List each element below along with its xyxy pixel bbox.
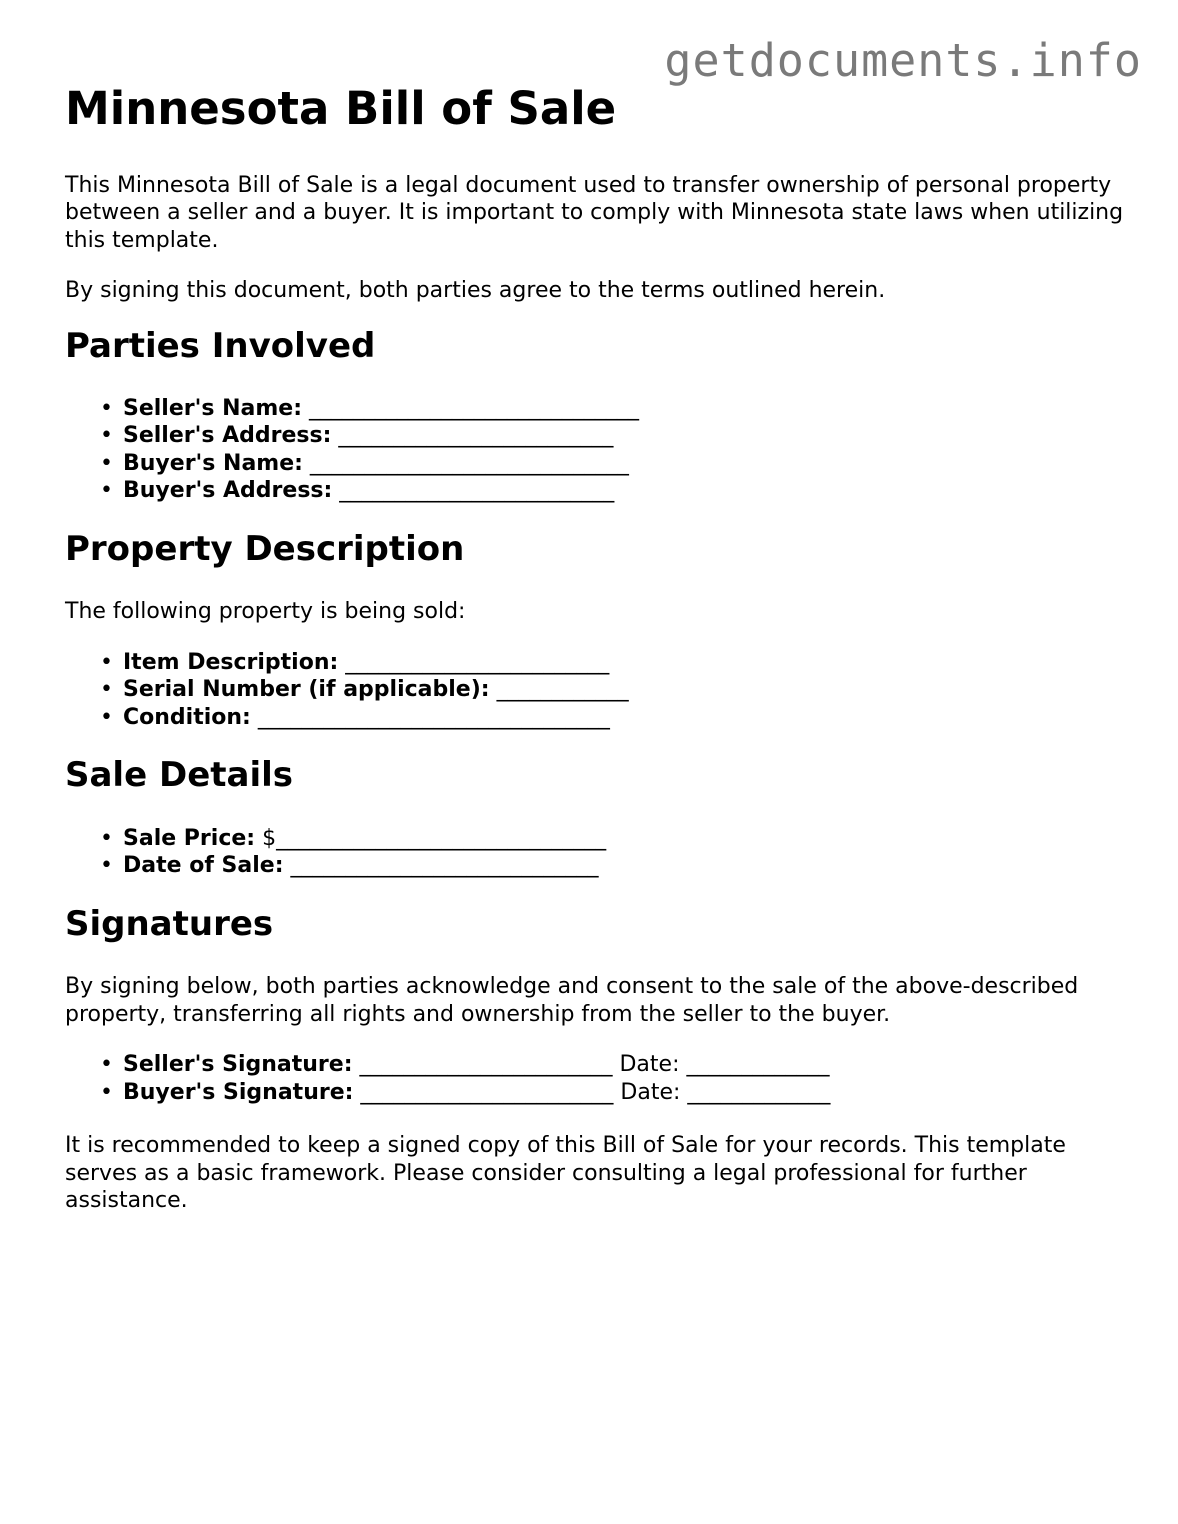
property-heading: Property Description xyxy=(65,528,465,569)
field-label: Buyer's Address: xyxy=(123,478,333,504)
field-label: Item Description: xyxy=(123,649,339,675)
field-blank[interactable]: ________________________________ xyxy=(250,704,610,730)
parties-heading: Parties Involved xyxy=(65,325,376,366)
field-label: Seller's Address: xyxy=(123,423,332,449)
field-blank[interactable]: ____________ xyxy=(489,677,629,703)
closing-paragraph: It is recommended to keep a signed copy of this Bill of Sale for your records. This template serves as a basic framework. Please consider consulting a legal professional for further assistance. xyxy=(65,1133,1066,1214)
property-intro: The following property is being sold: xyxy=(65,599,466,625)
document-title: Minnesota Bill of Sale xyxy=(65,82,617,135)
sale-heading: Sale Details xyxy=(65,755,294,796)
field-label: Date of Sale: xyxy=(123,853,284,879)
field-label: Seller's Signature: xyxy=(123,1052,353,1078)
buyer-signature-field[interactable] xyxy=(100,1079,1125,1107)
buyer-address-field[interactable] xyxy=(100,477,1125,505)
signatures-heading: Signatures xyxy=(65,903,274,944)
field-label: Sale Price: xyxy=(123,825,256,851)
signatures-list xyxy=(65,1051,1125,1106)
field-blank[interactable]: $______________________________ xyxy=(255,825,607,851)
parties-list xyxy=(65,395,1125,505)
field-label: Condition: xyxy=(123,704,251,730)
seller-signature-field[interactable] xyxy=(100,1051,1125,1079)
seller-address-field[interactable] xyxy=(100,422,1125,450)
sale-price-field[interactable] xyxy=(100,825,1125,853)
field-blank[interactable]: _____________________________ xyxy=(302,450,629,476)
field-blank[interactable]: ____________________________ xyxy=(283,853,599,879)
intro-paragraph: This Minnesota Bill of Sale is a legal document used to transfer ownership of personal property between a seller and a buyer. It is important to comply with Minnesota state laws when utilizing this template. xyxy=(65,172,1124,253)
field-blank[interactable]: ______________________________ xyxy=(302,395,640,421)
document-body xyxy=(65,84,1125,1238)
signatures-intro: By signing below, both parties acknowledge and consent to the sale of the above-described property, transferring all rights and ownership from the seller to the buyer. xyxy=(65,974,1079,1027)
watermark: getdocuments.info xyxy=(664,34,1142,87)
condition-field[interactable] xyxy=(100,704,1125,732)
field-blank[interactable]: _________________________ xyxy=(331,423,614,449)
sale-list xyxy=(65,825,1125,880)
field-blank[interactable]: _______________________ Date: _____________ xyxy=(353,1079,831,1105)
field-blank[interactable]: _______________________ Date: _____________ xyxy=(352,1052,830,1078)
field-label: Buyer's Signature: xyxy=(123,1079,354,1105)
agreement-paragraph: By signing this document, both parties agree to the terms outlined herein. xyxy=(65,278,886,303)
seller-name-field[interactable] xyxy=(100,395,1125,423)
field-blank[interactable]: ________________________ xyxy=(338,649,610,675)
field-blank[interactable]: _________________________ xyxy=(332,478,615,504)
field-label: Serial Number (if applicable): xyxy=(123,677,490,703)
serial-number-field[interactable] xyxy=(100,676,1125,704)
buyer-name-field[interactable] xyxy=(100,450,1125,478)
date-of-sale-field[interactable] xyxy=(100,852,1125,880)
property-list xyxy=(65,649,1125,732)
field-label: Buyer's Name: xyxy=(123,450,303,476)
item-description-field[interactable] xyxy=(100,649,1125,677)
field-label: Seller's Name: xyxy=(123,395,303,421)
